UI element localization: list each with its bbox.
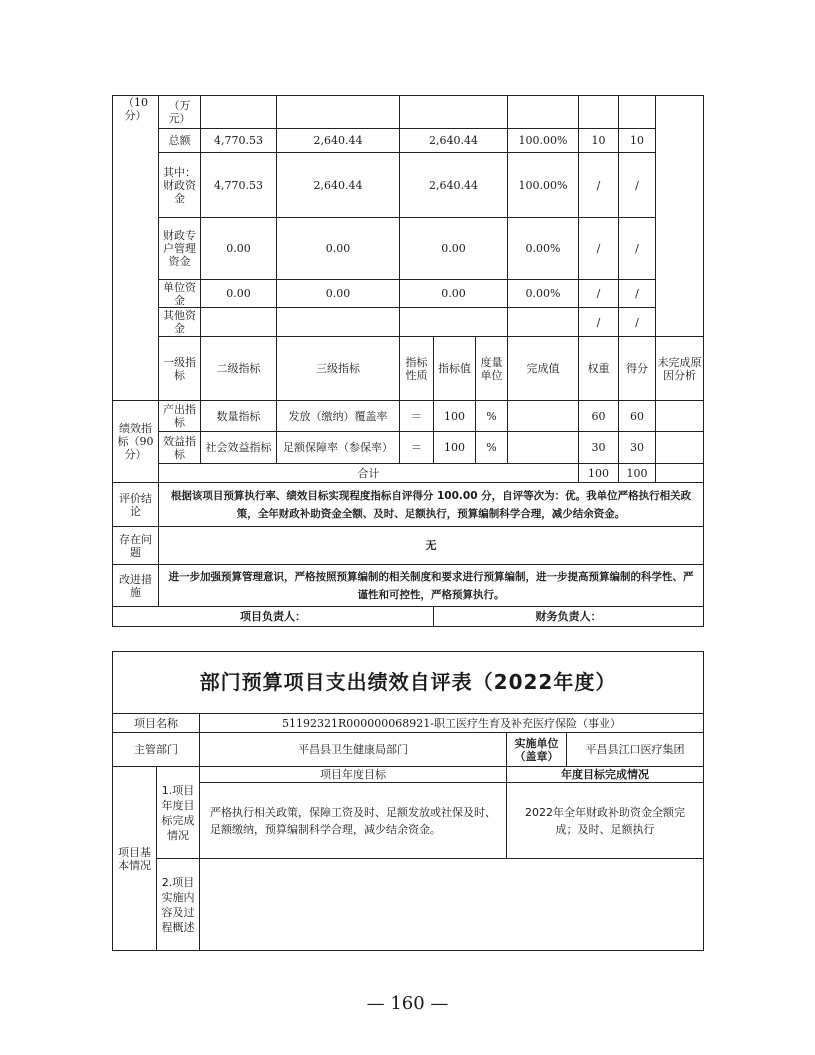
self-evaluation-table: 部门预算项目支出绩效自评表（2022年度） 项目名称 51192321R000000068921-职工医疗生育及补充医疗保险（事业） 主管部门 平昌县卫生健康局部门 实施单位（盖章） 平昌县江口医疗集团 项目基本情况 1.项目年度目标完成情况 项目年度目标 年度目标完成情况 严格执行相关政策，保障工资及时、足额发放或社保及时、足额缴纳，预算编制科学合理，减少结余资金。 2022年全年财政补助资金全额完成；及时、足额执行 2.项目实施内容及过程概述 — [112, 651, 704, 951]
issues-row: 存在问题 无 — [113, 527, 704, 565]
fund-row: 总额 4,770.53 2,640.44 2,640.44 100.00% 10 10 — [113, 129, 704, 153]
improve-row: 改进措施 进一步加强预算管理意识，严格按照预算编制的相关制度和要求进行预算编制，进一步提高预算编制的科学性、严谨性和可控性，严格预算执行。 — [113, 565, 704, 607]
eval-row: 评价结论 根据该项目预算执行率、绩效目标实现程度指标自评得分 100.00 分，自评等次为：优。我单位严格执行相关政策，全年财政补助资金全额、及时、足额执行，预算编制科学合理，减少结余资金。 — [113, 483, 704, 527]
performance-table — [112, 95, 704, 627]
fund-row: 财政专户管理资金 0.00 0.00 0.00 0.00% / / — [113, 218, 704, 280]
signature-row: 项目负责人： 财务负责人： — [113, 607, 704, 627]
fund-row: 其中：财政资金 4,770.53 2,640.44 2,640.44 100.00% / / — [113, 153, 704, 218]
page-number: — 160 — — [366, 993, 449, 1014]
page-title: 部门预算项目支出绩效自评表（2022年度） — [113, 652, 704, 714]
perf-label-cell: 绩效指标（90分） — [113, 401, 159, 483]
basic-info-label: 项目基本情况 — [113, 767, 157, 951]
perf-row: 效益指标 社会效益指标 足额保障率（参保率） ＝ 100 % 30 30 — [113, 432, 704, 464]
perf-row: 绩效指标（90分） 产出指标 数量指标 发放（缴纳）覆盖率 ＝ 100 % 60 60 — [113, 401, 704, 432]
project-name: 51192321R000000068921-职工医疗生育及补充医疗保险（事业） — [200, 714, 704, 733]
unit-label: （万 元） — [159, 96, 201, 129]
fund-row: 其他资金 / / — [113, 308, 704, 337]
fund-category-cell: （10 分） — [113, 96, 159, 401]
total-row: 合计 100 100 — [113, 464, 704, 483]
perf-header-row: 一级指标 二级指标 三级指标 指标性质 指标值 度量单位 完成值 权重 得分 未完成原因分析 — [113, 337, 704, 401]
fund-row: 单位资金 0.00 0.00 0.00 0.00% / / — [113, 280, 704, 308]
